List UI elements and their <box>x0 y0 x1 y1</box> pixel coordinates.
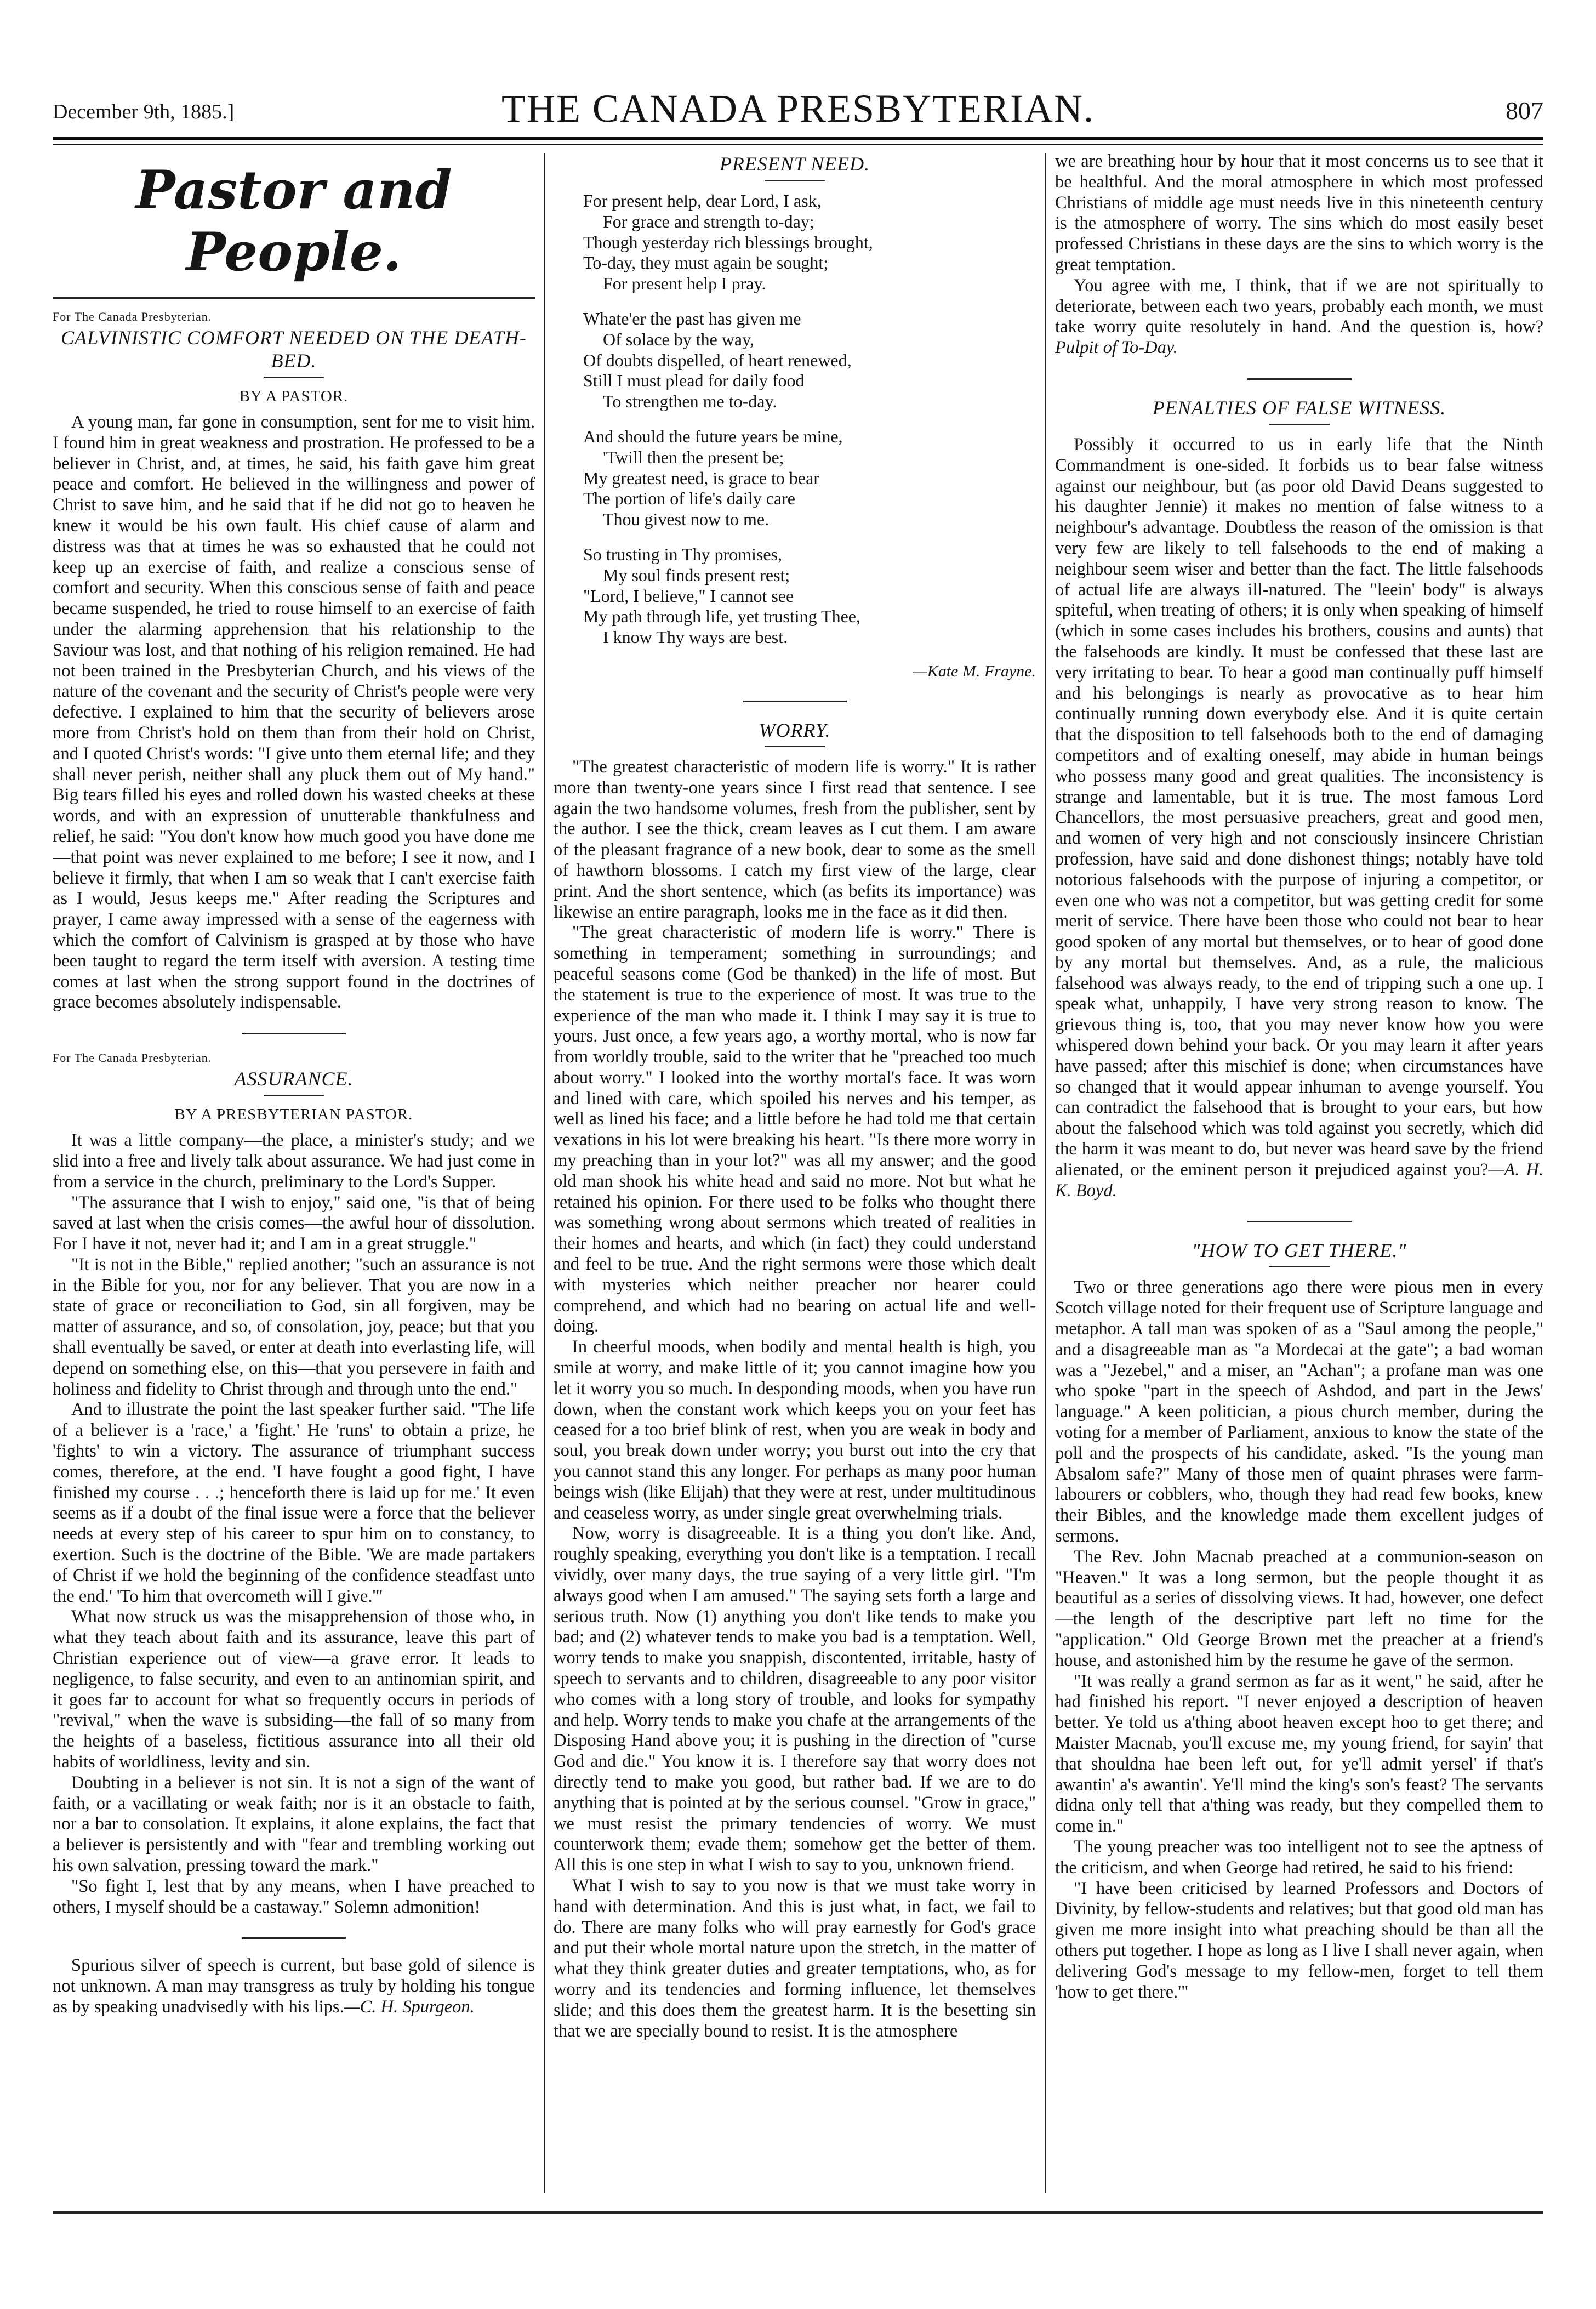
header-rule-thin <box>53 144 1543 145</box>
section-separator <box>242 1033 346 1034</box>
article-assurance <box>53 1051 535 1918</box>
title-rule <box>765 746 825 747</box>
paragraph: "So fight I, lest that by any means, when I have preached to others, I myself should be a castaway." Solemn admonition! <box>53 1876 535 1917</box>
poem-line: To-day, they must again be sought; <box>583 253 829 273</box>
poem-line: Of doubts dispelled, of heart renewed, <box>583 350 852 370</box>
article-title: ASSURANCE. <box>234 1068 354 1090</box>
poem-line: My greatest need, is grace to bear <box>583 468 819 488</box>
article-calvinistic-comfort <box>53 310 535 1013</box>
newspaper-title: THE CANADA PRESBYTERIAN. <box>501 87 1095 130</box>
article-title: CALVINISTIC COMFORT NEEDED ON THE DEATH-BED. <box>61 327 527 372</box>
poem-attribution: —Kate M. Frayne. <box>913 662 1036 680</box>
poem-line: My path through life, yet trusting Thee, <box>583 606 860 627</box>
poem-title: PRESENT NEED. <box>719 153 870 175</box>
poem-line: For present help I pray. <box>603 274 766 294</box>
paragraph: Now, worry is disagreeable. It is a thing you don't like. And, roughly speaking, everything you don't like is a temptation. I recall vividly, over many days, the true saying of a very little girl. "I'm always good when I am amused." The saying sets forth a large and serious truth. Now (1) anything you don't like tends to make you bad; and (2) whatever tends to make you bad is a temptation. Well, worry tends to make you snappish, discontented, irritable, hasty of speech to servants and to children, disagreeable to any poor visitor who comes with a long story of trouble, and looks for sympathy and help. Worry tends to make you chafe at the arrangements of the Disposing Hand above you; it is pushing in the direction of "curse God and die." You know it is. I therefore say that worry does not directly tend to make you good, but rather bad. If we are to do anything that is pointed at by the serious counsel. "Grow in grace," we must resist the primary tendencies of worry. We must counterwork them; evade them; somehow get the better of them. All this is one step in what I wish to say to you, unknown friend. <box>554 1523 1036 1875</box>
poem-line: My soul finds present rest; <box>603 565 790 585</box>
paragraph: we are breathing hour by hour that it most concerns us to see that it be healthful. And the moral atmosphere in which most professed Christians of middle age must needs live in this nineteenth century is the atmosphere of worry. The sins which do most easily beset professed Christians in these days are the sins to which worry is the great temptation. <box>1055 151 1543 275</box>
paragraph: "It was really a grand sermon as far as it went," he said, after he had finished his report. "I never enjoyed a description of heaven better. Ye told us a'thing aboot heaven except hoo to get there; and Maister Macnab, you'll excuse me, my young friend, for sayin' that that shouldna hae been left out, for ye'll admit yersel' if that's awantin' a's awantin'. Ye'll mind the king's son's feast? The servants didna only tell that a'thing was ready, but they compelled them to come in." <box>1055 1671 1543 1836</box>
paragraph: "The great characteristic of modern life is worry." There is something in temperament; something in surroundings; and peaceful seasons come (God be thanked) in the life of most. But the statement is true to the experience of most. It was true to the experience of the man who made it. I think I may say it is true to yours. Just once, a few years ago, a worthy mortal, who is now far from worldly trouble, said to the writer that he "preached too much about worry." I looked into the worthy mortal's face. It was worn and lined with care, which spoiled his nerves and his temper, as well as lined his face; and a little before he had told me that certain vexations in his lot were breaking his heart. "Is there more worry in my preaching than in your lot?" was all my answer; and the good old man shook his white head and said no more. Not but what he retained his opinion. For there used to be folks who thought there was something wrong about sermons which treated of realities in their homes and hearts, and which (in fact) they could understand and feel to be true. And the right sermons were those which dealt with mysteries which neither preacher nor hearer could comprehend, and which had no bearing on actual life and well-doing. <box>554 923 1036 1337</box>
department-heading: Pastor and People. <box>135 159 452 283</box>
paragraph: "The greatest characteristic of modern life is worry." It is rather more than twenty-one years since I first read that sentence. I see again the two handsome volumes, fresh from the publisher, sent by the author. I see the thick, cream leaves as I cut them. I am aware of the pleasant fragrance of a new book, dear to some as the smell of hawthorn blossoms. I catch my first view of the large, clear print. And the short sentence, which (as befits its importance) was likewise an entire paragraph, looks me in the face as it did then. <box>554 757 1036 922</box>
article-spurgeon-quote <box>53 1955 535 2017</box>
section-separator <box>1247 1221 1352 1222</box>
title-rule <box>264 377 324 378</box>
issue-date: December 9th, 1885.] <box>53 100 235 123</box>
paragraph: The young preacher was too intelligent not to see the aptness of the criticism, and when George had retired, he said to his friend: <box>1055 1836 1543 1878</box>
poem-stanza <box>554 426 1036 530</box>
section-separator <box>242 1937 346 1939</box>
paragraph: "I have been criticised by learned Professors and Doctors of Divinity, by fellow-students and relatives; but that good old man has given me more insight into what preaching should be than all the others put together. I hope as long as I live I shall never again, when delivering God's message to my fellow-men, forget to tell them 'how to get there.'" <box>1055 1878 1543 2002</box>
poem-line: Of solace by the way, <box>603 329 755 349</box>
quote-text: Spurious silver of speech is current, but base gold of silence is not unknown. A man may transgress as truly by holding his tongue as by speaking unadvisedly with his lips. <box>53 1955 535 2017</box>
signature: —A. H. K. Boyd. <box>1055 1159 1543 1201</box>
article-title: "HOW TO GET THERE." <box>1192 1239 1407 1262</box>
title-rule <box>765 180 825 181</box>
column-divider <box>544 153 545 2193</box>
paragraph: Two or three generations ago there were pious men in every Scotch village noted for their frequent use of Scripture language and metaphor. A tall man was spoken of as a "Saul among the people," and a disagreeable man as "a Mordecai at the gate"; a bad woman was a "Jezebel," and a miser, an "Achan"; a profane man was one who spoke "part in the speech of Ashdod, and part in the Jews' language." A keen politician, a pious church member, during the voting for a member of Parliament, anxious to know the state of the poll and the prospects of his candidate, asked. "Is the young man Absalom safe?" Many of those men of quaint phrases were farm-labourers or cobblers, who, though they had read few books, knew their Bibles, and the knowledge made them excellent judges of sermons. <box>1055 1277 1543 1546</box>
contributor-line: For The Canada Presbyterian. <box>53 1051 212 1065</box>
poem-line: So trusting in Thy promises, <box>583 544 782 564</box>
poem-present-need <box>554 152 1036 681</box>
article-worry <box>554 719 1036 2041</box>
paragraph: What I wish to say to you now is that we must take worry in hand with determination. And this is just what, in fact, we fail to do. There are many folks who will pray earnestly for God's grace and put their whole mortal nature upon the stretch, in the matter of what they think greater duties and greater temptations, who, as for worry and its tendencies and forming influence, let themselves slide; and this does them the greatest harm. It is the besetting sin that we are specially bound to resist. It is the atmosphere <box>554 1875 1036 2041</box>
article-worry-continued <box>1055 151 1543 359</box>
signature: Pulpit of To-Day. <box>1055 338 1178 358</box>
poem-line: For grace and strength to-day; <box>603 211 814 231</box>
byline: BY A PASTOR. <box>239 388 349 405</box>
poem-stanza <box>554 309 1036 412</box>
contributor-line: For The Canada Presbyterian. <box>53 310 212 323</box>
poem-line: For present help, dear Lord, I ask, <box>583 191 822 211</box>
article-penalties-false-witness <box>1055 396 1543 1201</box>
column-divider <box>1045 153 1046 2193</box>
header-rule <box>53 137 1543 140</box>
poem-line: Thou givest now to me. <box>603 509 770 530</box>
paragraph: And to illustrate the point the last speaker further said. "The life of a believer is a 'race,' a 'fight.' He 'runs' to obtain a prize, he 'fights' to win a victory. The assurance of triumphant success comes, therefore, at the end. 'I have fought a good fight, I have finished my course . . .; henceforth there is laid up for me.' It even seems as if a doubt of the final issue were a force that the believer needs at every step of his career to spur him on to constancy, to exertion. Such is the doctrine of the Bible. 'We are made partakers of Christ if we hold the beginning of the confidence steadfast unto the end.' 'To him that overcometh will I give.'" <box>53 1400 535 1606</box>
paragraph: A young man, far gone in consumption, sent for me to visit him. I found him in great weakness and prostration. He professed to be a believer in Christ, and, at times, he said, his faith gave him great peace and comfort. He believed in the willingness and power of Christ to save him, and he said that if he did not go to heaven he knew it would be his own fault. His chief cause of alarm and distress was that at times he was so exhausted that he could not keep up an exercise of faith, and realize a conscious sense of comfort and security. When this conscious sense of faith and peace became suspended, he tried to rouse himself to an exercise of faith under the alarming apprehension that his relationship to the Saviour was lost, and that nothing of his religion remained. He had not been trained in the Presbyterian Church, and his views of the nature of the covenant and the security of Christ's people were very defective. I explained to him that the security of believers arose more from Christ's hold on them than from their hold on Christ, and I quoted Christ's words: "I give unto them eternal life; and they shall never perish, neither shall any pluck them out of My hand." Big tears filled his eyes and rolled down his wasted cheeks at these words, and with an expression of unutterable thankfulness and relief, he said: "You don't know how much good you have done me—that point was never explained to me before; I see it now, and I believe it firmly, that when I am so weak that I can't exercise faith as I would, Jesus keeps me." After reading the Scriptures and prayer, I came away impressed with a sense of the eagerness with which the comfort of Calvinism is grasped at by those who have been taught to regard the term itself with aversion. A testing time comes at last when the strong support found in the doctrines of grace becomes absolutely indispensable. <box>53 412 535 1013</box>
paragraph <box>53 1955 535 2017</box>
poem-stanza <box>554 544 1036 648</box>
poem-line: Still I must plead for daily food <box>583 371 805 391</box>
article-title: PENALTIES OF FALSE WITNESS. <box>1152 396 1446 419</box>
paragraph <box>1055 276 1543 359</box>
poem-line: To strengthen me to-day. <box>603 391 777 412</box>
poem-line: Whate'er the past has given me <box>583 308 801 328</box>
poem-stanza <box>554 191 1036 294</box>
column-3 <box>1055 151 1543 2202</box>
title-rule <box>264 1095 324 1096</box>
poem-line: "Lord, I believe," I cannot see <box>583 585 794 606</box>
column-1 <box>53 151 535 2202</box>
paragraph: It was a little company—the place, a minister's study; and we slid into a free and lively talk about assurance. We had just come in from a service in the church, preliminary to the Lord's Supper. <box>53 1130 535 1192</box>
heading-rule <box>53 297 535 299</box>
paragraph: Doubting in a believer is not sin. It is not a sign of the want of faith, or a vacillating or weak faith; nor is it an obstacle to faith, nor a bar to consolation. It explains, it alone explains, the fact that a believer is persistently and with "fear and trembling working out his own salvation, pressing toward the mark." <box>53 1772 535 1875</box>
title-rule <box>1269 424 1330 425</box>
signature: —C. H. Spurgeon. <box>344 1997 475 2017</box>
paragraph: The Rev. John Macnab preached at a communion-season on "Heaven." It was a long sermon, but the people thought it as beautiful as a series of dissolving views. It had, however, one defect—the length of the descriptive part left no time for the "application." Old George Brown met the preacher at a friend's house, and astonished him by the resume he gave of the sermon. <box>1055 1546 1543 1670</box>
paragraph: What now struck us was the misapprehension of those who, in what they teach about faith and its assurance, leave this part of Christian experience out of view—a grave error. It leads to negligence, to false security, and even to an antinomian spirit, and it goes far to account for what so frequently occurs in periods of "revival," when the wave is subsiding—the fall of so many from the heights of a baseless, fictitious assurance into all their old habits of worldliness, levity and sin. <box>53 1607 535 1772</box>
paragraph <box>1055 435 1543 1201</box>
paragraph-text: Possibly it occurred to us in early life that the Ninth Commandment is one-sided. It forbids us to bear false witness against our neighbour, but (as poor old David Deans suggested to his daughter Jennie) it makes no mention of false witness to a neighbour's advantage. Doubtless the reason of the omission is that very few are likely to tell falsehoods to the end of making a neighbour seem wiser and better than the fact. The little falsehoods of actual life are always ill-natured. The "leein' body" is always spiteful, when treating of others; it is only when speaking of himself (which in some cases includes his brothers, cousins and aunts) that the falsehoods are kindly. It must be confessed that these last are very irritating to bear. To hear a good man continually puff himself and his belongings is nearly as provocative as to hear him continually running down everybody else. And it is quite certain that the disposition to tell falsehoods both to the end of damaging competitors and of exalting oneself, may abide in human beings who possess many good and great qualities. The inconsistency is strange and lamentable, but it is true. The most famous Lord Chancellors, the most persuasive preachers, great and good men, and women of very high and not consciously insincere Christian profession, have said and done dishonest things; notably have told notorious falsehoods with the purpose of injuring a competitor, or even one who was not a competitor, but was getting credit for some merit of service. There have been those who could not bear to hear good spoken of any mortal but themselves, or to hear of good done by any mortal but themselves. And, as a rule, the malicious falsehood was always ready, to the end of tripping such a one up. I speak what, unhappily, I have very strong reason to know. The grievous thing is, too, that you may never know how you were whispered down behind your back. Or you may learn it after years have passed; after this mischief is done; when circumstances have so changed that it would appear inhuman to avenge yourself. You can contradict the falsehood that is brought to your ears, but how about the falsehood which was told against you secretly, which did the harm it was meant to do, but never was heard save by the friend alienated, or the eminent person it prejudiced against you? <box>1055 434 1543 1180</box>
paragraph: In cheerful moods, when bodily and mental health is high, you smile at worry, and make little of it; you cannot imagine how you let it worry you so much. In desponding moods, when you have run down, when the constant work which keeps you on your feet has ceased for a too brief blink of rest, when you are weak in body and soul, you break down under worry; you burst out into the cry that you cannot stand this any longer. For perhaps as many poor human beings wish (like Elijah) that they were at rest, under multitudinous and ceaseless worry, as under single great overwhelming trials. <box>554 1337 1036 1523</box>
poem-line: The portion of life's daily care <box>583 488 795 509</box>
title-rule <box>1269 1266 1330 1267</box>
column-2 <box>554 151 1036 2202</box>
article-how-to-get-there <box>1055 1239 1543 2003</box>
running-head <box>53 82 1543 132</box>
paragraph: "The assurance that I wish to enjoy," said one, "is that of being saved at last when the crisis comes—the awful hour of dissolution. For I have it not, never had it; and I am in a great struggle." <box>53 1192 535 1254</box>
paragraph: "It is not in the Bible," replied another; "such an assurance is not in the Bible for you, nor for any believer. That you are now in a state of grace or reconciliation to God, sin all forgiven, may be matter of assurance, and so, of consolation, joy, peace; but that you shall eventually be saved, or enter at death into everlasting life, will depend on something else, on this—that you persevere in faith and holiness and fidelity to Christ through and through unto the end." <box>53 1254 535 1399</box>
poem-line: I know Thy ways are best. <box>603 627 788 647</box>
section-separator <box>1247 378 1352 380</box>
poem-line: And should the future years be mine, <box>583 426 843 446</box>
poem-line: Though yesterday rich blessings brought, <box>583 232 873 252</box>
poem-line: 'Twill then the present be; <box>603 447 784 467</box>
footer-rule <box>53 2211 1543 2214</box>
byline: BY A PRESBYTERIAN PASTOR. <box>174 1106 413 1124</box>
article-title: WORRY. <box>759 719 831 741</box>
page-number: 807 <box>1506 96 1543 124</box>
paragraph-text: You agree with me, I think, that if we are not spiritually to deteriorate, between each two years, probably each month, we must take worry quite resolutely in hand. And the question is, how? <box>1055 275 1543 337</box>
section-separator <box>743 701 847 702</box>
